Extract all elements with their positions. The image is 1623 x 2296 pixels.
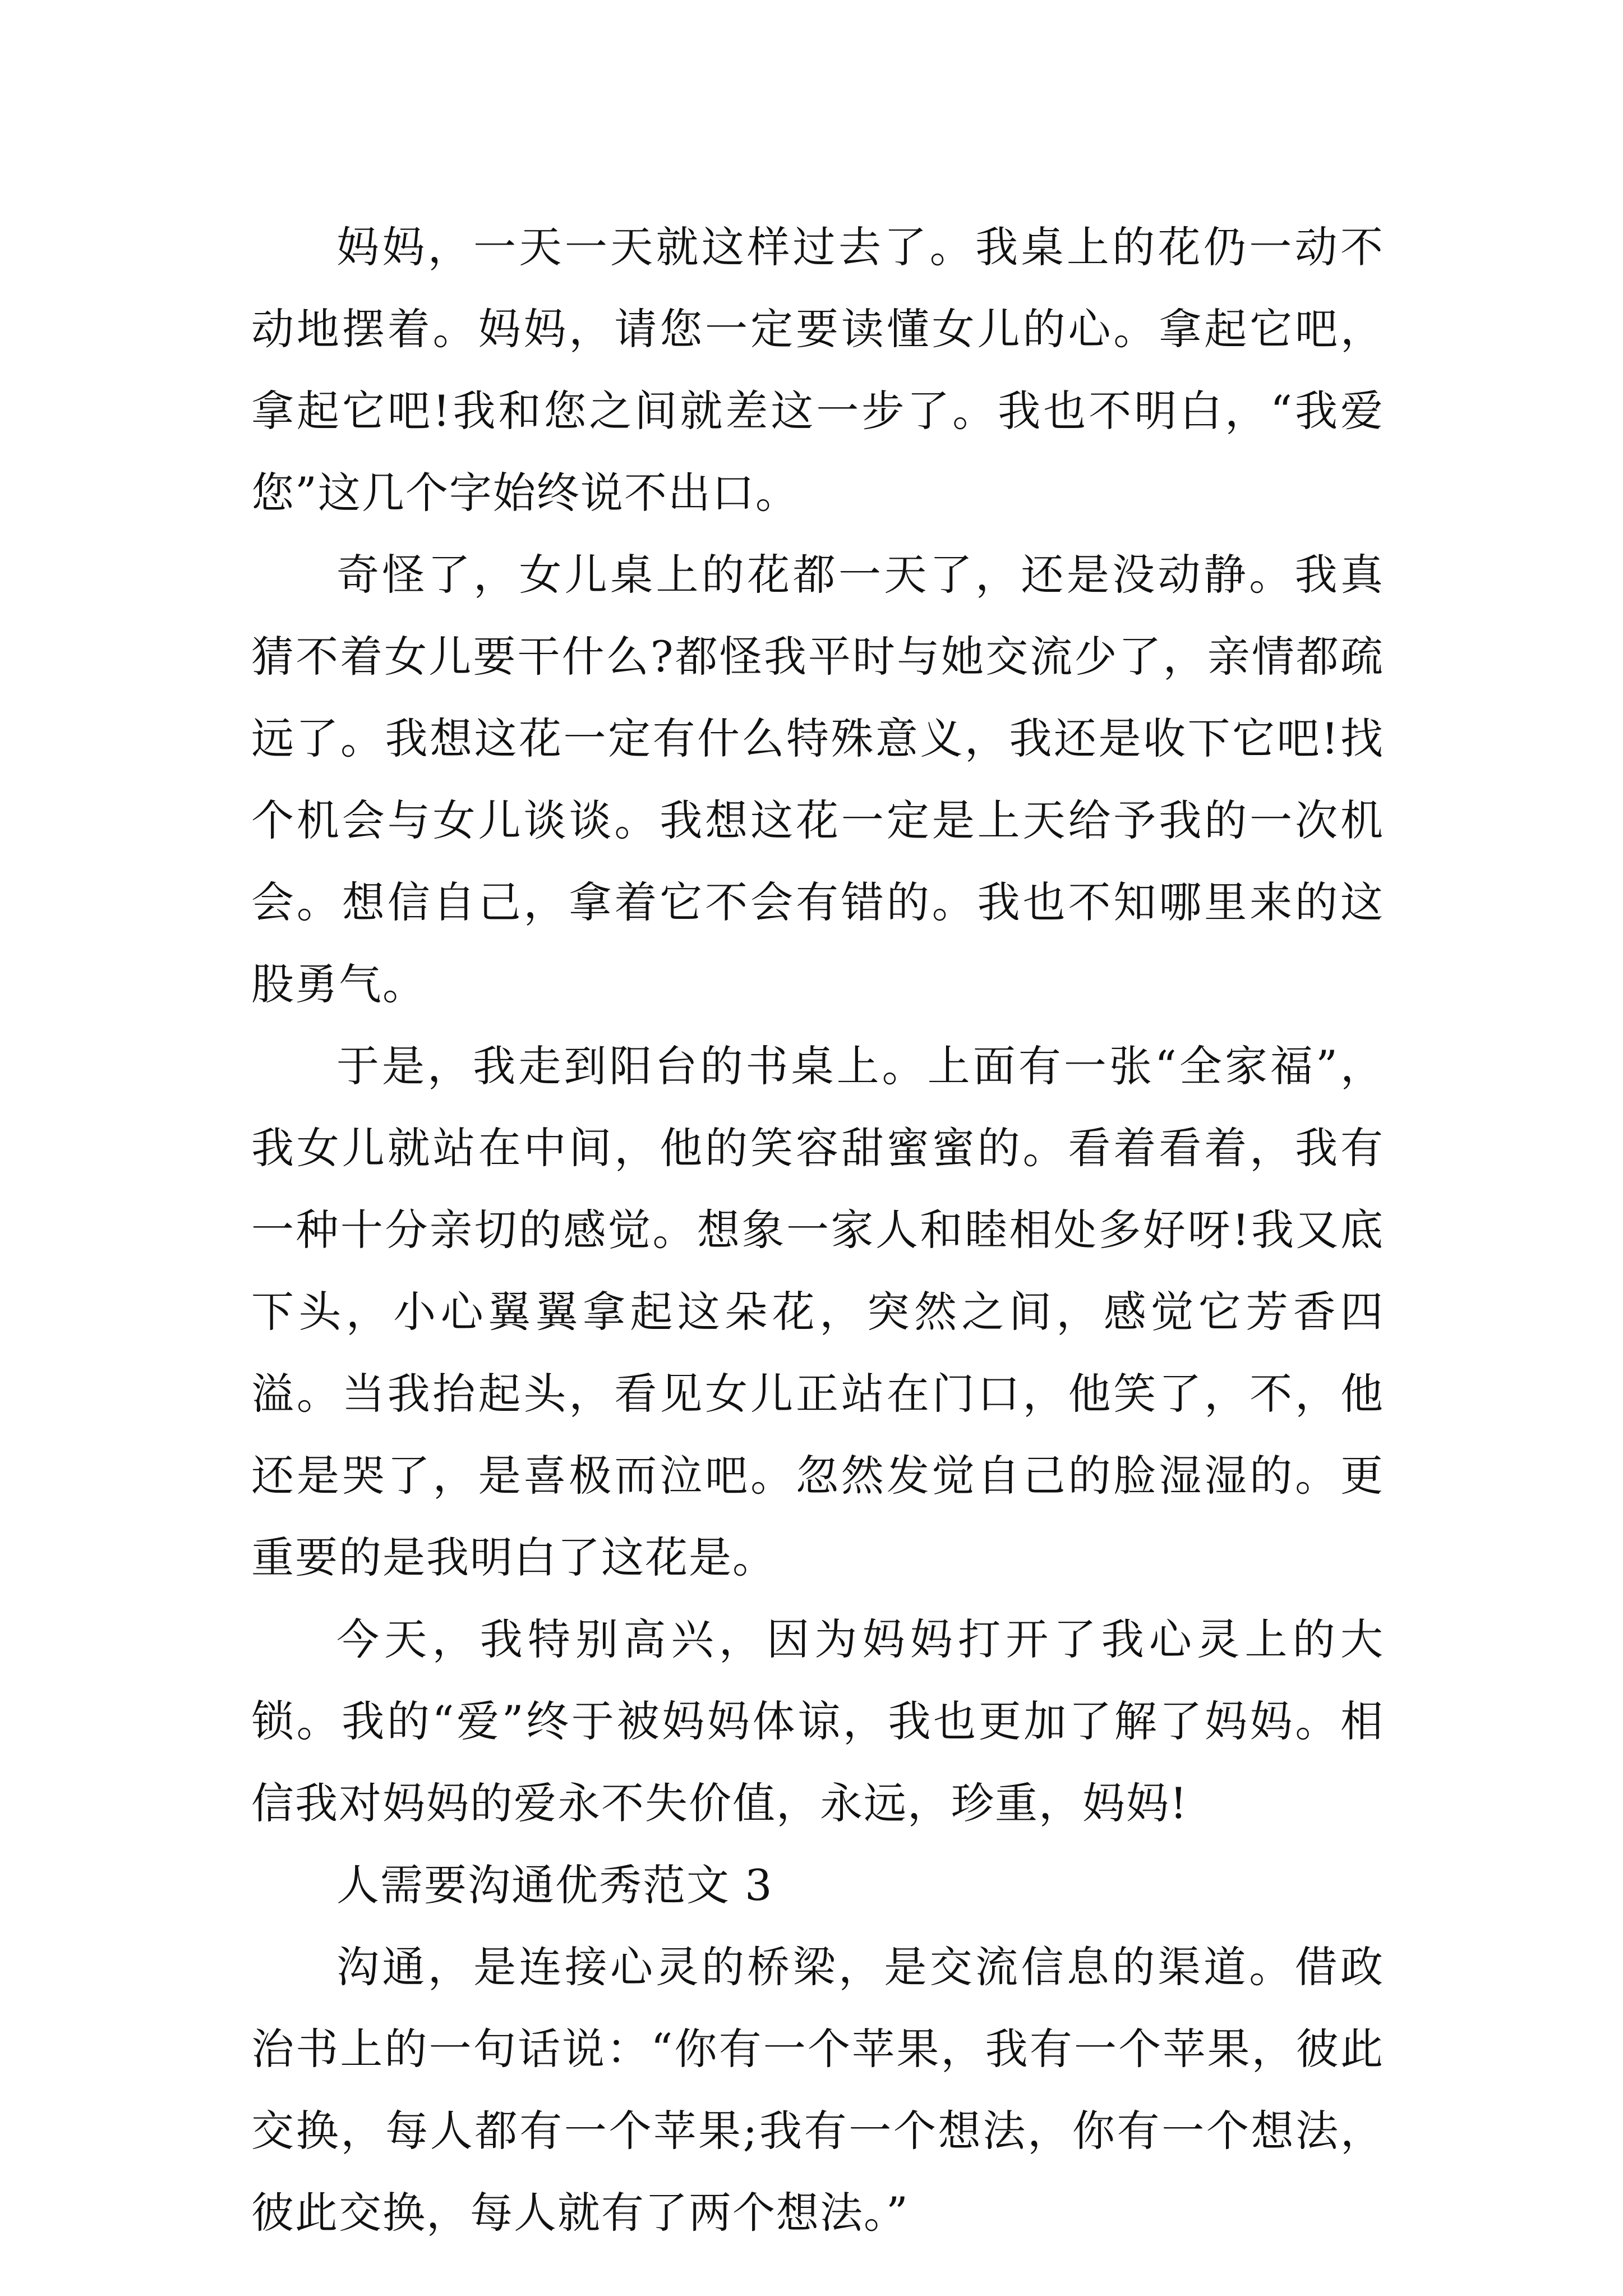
paragraph-3: 于是，我走到阳台的书桌上。上面有一张“全家福”，我女儿就站在中间，他的笑容甜蜜蜜的。看着看着，我有一种十分亲切的感觉。想象一家人和睦相处多好呀!我又底下头，小心翼翼拿起这朵花，突然之间，感觉它芳香四溢。当我抬起头，看见女儿正站在门口，他笑了，不，他还是哭了，是喜极而泣吧。忽然发觉自己的脸湿湿的。更重要的是我明白了这花是。 [251,1041,1384,1582]
section-paragraph-1: 沟通，是连接心灵的桥梁，是交流信息的渠道。借政治书上的一句话说：“你有一个苹果，我有一个苹果，彼此交换，每人都有一个苹果;我有一个想法，你有一个想法，彼此交换，每人就有了两个想法。” [251,1942,1384,2238]
text-column [251,206,1384,2254]
section-heading: 人需要沟通优秀范文 3 [336,1860,773,1910]
paragraph-2: 奇怪了，女儿桌上的花都一天了，还是没动静。我真猜不着女儿要干什么?都怪我平时与她交流少了，亲情都疏远了。我想这花一定有什么特殊意义，我还是收下它吧!找个机会与女儿谈谈。我想这花一定是上天给予我的一次机会。想信自己，拿着它不会有错的。我也不知哪里来的这股勇气。 [251,550,1384,1009]
paragraph-1: 妈妈，一天一天就这样过去了。我桌上的花仍一动不动地摆着。妈妈，请您一定要读懂女儿的心。拿起它吧，拿起它吧!我和您之间就差这一步了。我也不明白，“我爱您”这几个字始终说不出口。 [251,222,1384,518]
paragraph-4: 今天，我特别高兴，因为妈妈打开了我心灵上的大锁。我的“爱”终于被妈妈体谅，我也更加了解了妈妈。相信我对妈妈的爱永不失价值，永远，珍重，妈妈! [251,1614,1384,1828]
